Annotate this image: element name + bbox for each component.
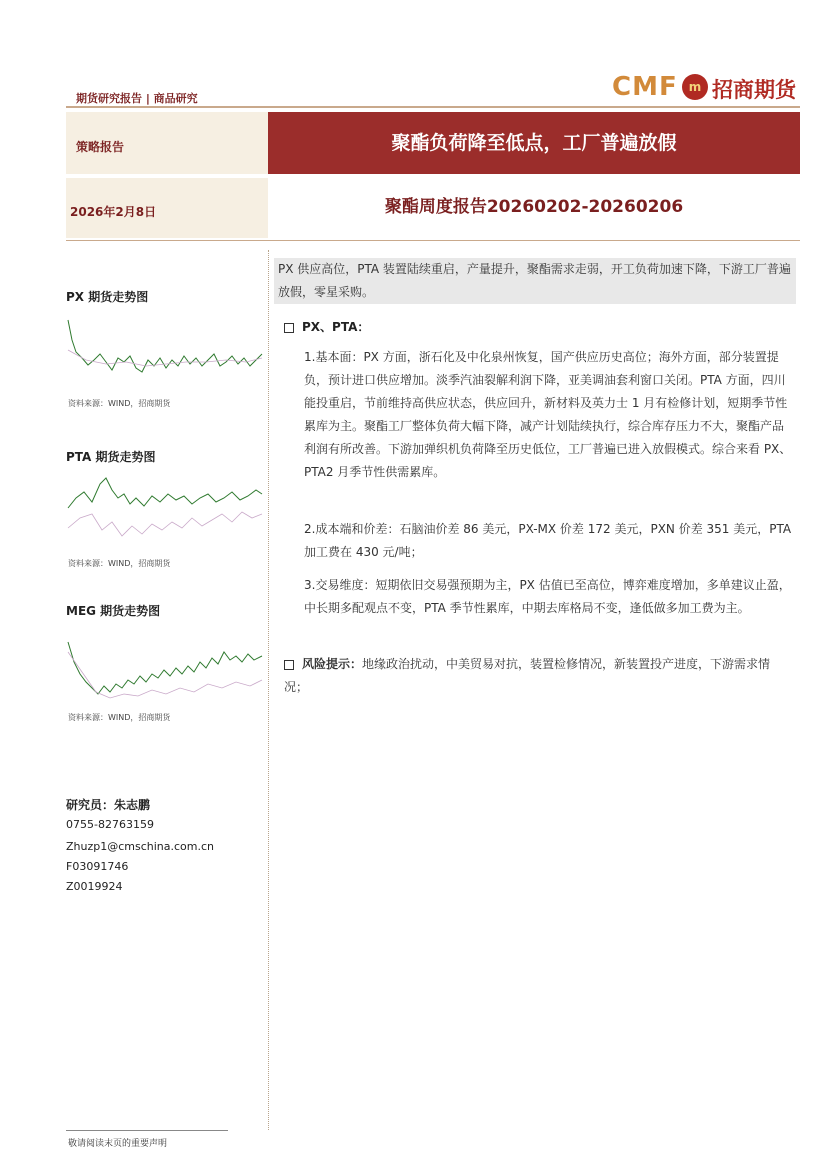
analyst-phone: 0755-82763159 (66, 818, 154, 831)
logo-badge-icon: m (682, 74, 708, 100)
meg-ma-line (68, 652, 262, 698)
footer-rule (66, 1130, 228, 1131)
pta-chart-source: 资料来源：WIND，招商期货 (68, 559, 171, 568)
risk-warning (284, 653, 792, 699)
risk-text: 地缘政治扰动，中美贸易对抗，装置检修情况，新装置投产进度，下游需求情况； (284, 657, 771, 694)
logo-company-name: 招商期货 (712, 78, 796, 102)
meg-chart-source: 资料来源：WIND，招商期货 (68, 713, 171, 722)
logo-cmf-text: CMF (612, 72, 678, 102)
section-px-pta-heading (284, 318, 369, 335)
analyst-license-1: F03091746 (66, 860, 129, 873)
column-divider (268, 250, 270, 1130)
analyst-license-2: Z0019924 (66, 880, 123, 893)
px-chart-label: PX 期货走势图 (66, 290, 149, 304)
summary-box: PX 供应高位，PTA 装置陆续重启，产量提升，聚酯需求走弱，开工负荷加速下降，下游工厂普遍放假，零星采购。 (274, 258, 796, 304)
pta-chart-label: PTA 期货走势图 (66, 450, 156, 464)
meg-chart-label: MEG 期货走势图 (66, 604, 161, 618)
risk-heading: 风险提示： (302, 657, 363, 671)
report-category: 期货研究报告 | 商品研究 (76, 92, 198, 105)
analyst-name: 研究员：朱志鹏 (66, 798, 151, 812)
report-subtitle: 聚酯周度报告20260202-20260206 (384, 197, 684, 217)
title-rule (66, 240, 800, 241)
pta-price-line (68, 478, 262, 508)
px-futures-chart (66, 310, 266, 392)
meg-price-line (68, 642, 262, 694)
paragraph-trading: 3.交易维度：短期依旧交易强预期为主，PX 估值已至高位，博弈难度增加，多单建议止盈，中长期多配观点不变，PTA 季节性累库，中期去库格局不变，逢低做多加工费为主。 (304, 578, 791, 615)
report-title: 聚酯负荷降至低点，工厂普遍放假 (391, 132, 677, 154)
analyst-email[interactable]: Zhuzp1@cmschina.com.cn (66, 840, 215, 853)
footer-disclaimer: 敬请阅读末页的重要声明 (68, 1139, 168, 1149)
company-logo (612, 72, 802, 104)
paragraph-fundamentals: 1.基本面：PX 方面，浙石化及中化泉州恢复，国产供应历史高位；海外方面，部分装置提负，预计进口供应增加。淡季汽油裂解利润下降，亚美调油套利窗口关闭。PTA 方面，四川能投重启，节前维持高供应状态，供应回升，新材料及英力士 1 月有检修计划，短期季节性累库为主。聚酯工厂整体负荷大幅下降，减产计划陆续执行，综合库存压力不大，聚酯产品利润有所改善。下游加弹织机负荷降至历史低位，工厂普遍已进入放假模式。综合来看 PX、PTA2 月季节性供需累库。 (304, 350, 792, 479)
pta-futures-chart (66, 468, 266, 550)
paragraph-cost-spread: 2.成本端和价差：石脑油价差 86 美元，PX-MX 价差 172 美元，PXN 价差 351 美元，PTA 加工费在 430 元/吨； (304, 522, 792, 559)
report-date: 2026年2月8日 (70, 205, 157, 219)
meg-futures-chart (66, 622, 266, 704)
checkbox-bullet-icon (284, 323, 294, 333)
checkbox-bullet-icon (284, 660, 294, 670)
header-rule (66, 106, 800, 108)
px-chart-source: 资料来源：WIND，招商期货 (68, 399, 171, 408)
section-heading-text: PX、PTA： (302, 320, 370, 334)
report-type: 策略报告 (76, 140, 125, 154)
pta-ma-line (68, 512, 262, 536)
